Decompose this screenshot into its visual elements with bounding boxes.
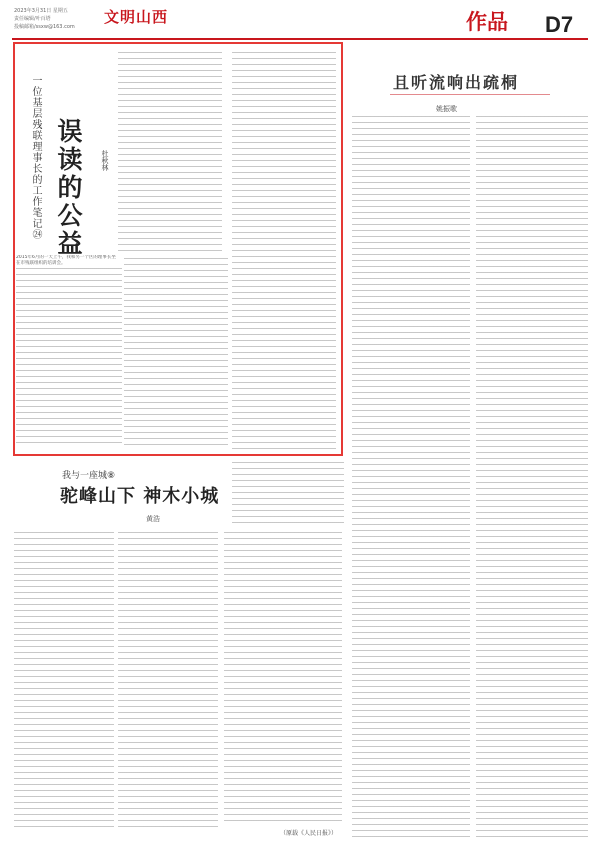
bottom-body-col-top: [232, 462, 344, 528]
article-body-col1b: [16, 268, 122, 448]
article-title: 误读的公益: [54, 118, 83, 258]
editor-credit: 责任编辑/叶百塔: [14, 16, 51, 22]
right-body-col2: [476, 116, 588, 838]
bottom-article-title: 驼峰山下 神木小城: [60, 486, 220, 507]
bottom-article-source: （原载《人民日报》）: [280, 830, 338, 837]
article-body-col1c: [124, 258, 228, 450]
article-author: 杜秋林: [101, 150, 109, 171]
page-number: D7: [545, 12, 574, 37]
article-first-paragraph: 2015年6月的一天上午，我和另一个区的理事长坐在市残联组织的培训会。: [16, 255, 116, 266]
bottom-article-author: 黄浩: [146, 515, 160, 523]
submission-email[interactable]: 投稿邮箱/ssxw@163.com: [14, 24, 75, 30]
header-rule: [12, 38, 588, 40]
right-article-title: 且听流响出疏桐: [393, 73, 520, 92]
right-title-accent: [390, 94, 550, 95]
bottom-body-col2: [118, 532, 218, 832]
bottom-body-col3: [224, 532, 342, 824]
issue-date: 2023年3月31日 星期五: [14, 8, 68, 14]
bottom-series-label: 我与一座城⑧: [62, 471, 116, 481]
article-subtitle: 一位基层残联理事长的工作笔记㉔: [30, 75, 41, 240]
masthead-logo: 文明山西: [104, 8, 169, 26]
bottom-body-col1: [14, 532, 114, 832]
right-article-author: 姚振歌: [436, 105, 457, 113]
article-body-col1: [118, 52, 222, 252]
right-body-col1: [352, 116, 470, 838]
article-body-col2: [232, 52, 336, 450]
section-label: 作品: [466, 9, 528, 35]
